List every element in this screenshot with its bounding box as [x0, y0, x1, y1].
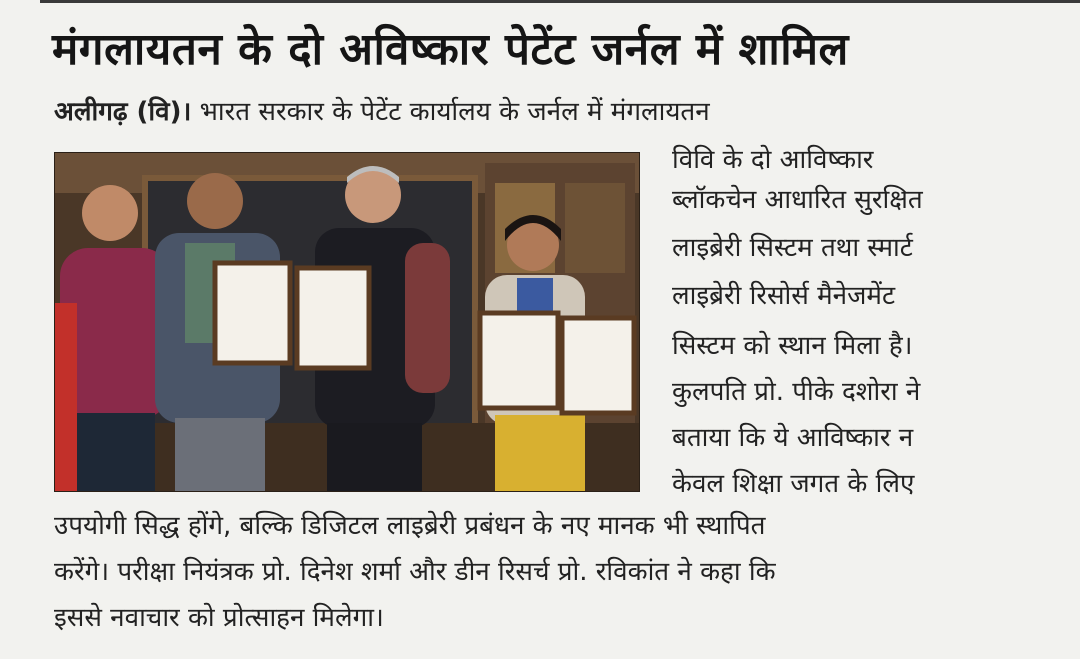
article-first-line [54, 92, 710, 132]
dateline: अलीगढ़ (वि)। [54, 97, 192, 127]
body-line-9: केवल शिक्षा जगत के लिए [672, 469, 915, 499]
body-line-3: ब्लॉकचेन आधारित सुरक्षित [672, 185, 923, 215]
body-line-7: कुलपति प्रो. पीके दशोरा ने [672, 377, 921, 407]
news-photo [54, 152, 640, 492]
body-line-12: इससे नवाचार को प्रोत्साहन मिलेगा। [54, 603, 384, 633]
body-line-11: करेंगे। परीक्षा नियंत्रक प्रो. दिनेश शर्मा और डीन रिसर्च प्रो. रविकांत ने कहा कि [54, 557, 776, 587]
headline: मंगलायतन के दो अविष्कार पेटेंट जर्नल में शामिल [52, 24, 849, 75]
top-rule [40, 0, 1080, 3]
body-line-6: सिस्टम को स्थान मिला है। [672, 331, 913, 361]
body-line-5: लाइब्रेरी रिसोर्स मैनेजमेंट [672, 281, 896, 311]
body-line-8: बताया कि ये आविष्कार न [672, 423, 914, 453]
news-photo-illustration [55, 153, 639, 491]
body-line-2: विवि के दो आविष्कार [672, 145, 874, 175]
body-line-1: भारत सरकार के पेटेंट कार्यालय के जर्नल में मंगलायतन [191, 97, 710, 127]
body-line-4: लाइब्रेरी सिस्टम तथा स्मार्ट [672, 233, 913, 263]
body-line-10: उपयोगी सिद्ध होंगे, बल्कि डिजिटल लाइब्रेरी प्रबंधन के नए मानक भी स्थापित [54, 511, 766, 541]
